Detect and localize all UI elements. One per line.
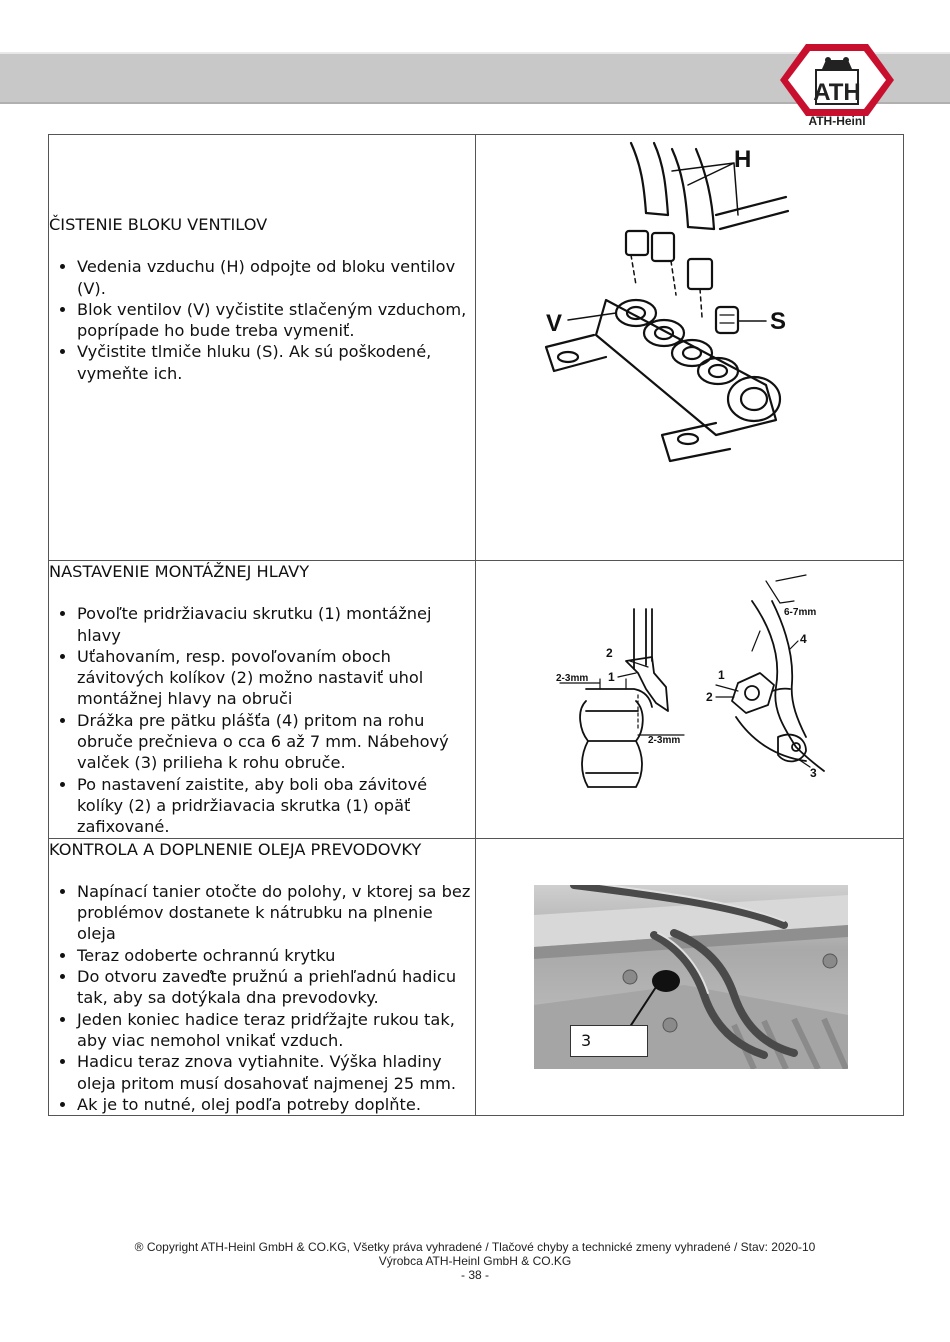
section-title: KONTROLA A DOPLNENIE OLEJA PREVODOVKY	[49, 839, 422, 859]
label-n1-left: 1	[608, 670, 615, 684]
label-n3: 3	[810, 766, 817, 780]
list-item: • Blok ventilov (V) vyčistite stlačeným vzduchom, poprípade ho bude treba vymeniť.	[77, 299, 475, 342]
table-row	[49, 561, 904, 839]
list-item: • Drážka pre pätku plášťa (4) pritom na rohu obruče prečnieva o cca 6 až 7 mm. Nábehový valček (3) prilieha k rohu obruče.	[77, 710, 475, 774]
list-item: • Napínací tanier otočte do polohy, v ktorej sa bez problémov dostanete k nátrubku na plnenie oleja	[77, 881, 475, 945]
logo-caption: ATH-Heinl	[808, 114, 866, 128]
list-item: • Teraz odoberte ochrannú krytku	[77, 945, 475, 966]
list-item: • Povoľte pridržiavaciu skrutku (1) montážnej hlavy	[77, 603, 475, 646]
section-figure	[476, 838, 904, 1116]
logo-text: ATH	[813, 79, 861, 106]
table-row	[49, 135, 904, 561]
section-text	[49, 135, 476, 561]
label-h: H	[734, 146, 752, 173]
valve-block-diagram	[476, 135, 903, 481]
section-figure	[476, 135, 904, 561]
copyright-line: ® Copyright ATH-Heinl GmbH & CO.KG, Všetky práva vyhradené / Tlačové chyby a technické zmeny vyhradené / Stav: 2020-10	[134, 1240, 816, 1254]
list-item: • Jeden koniec hadice teraz pridŕžajte rukou tak, aby viac nemohol vnikať vzduch.	[77, 1009, 475, 1052]
list-item: • Vyčistite tlmiče hluku (S). Ak sú poškodené, vymeňte ich.	[77, 341, 475, 384]
label-n4: 4	[800, 632, 807, 646]
label-n2-left: 2	[606, 646, 613, 660]
label-gap-left: 2-3mm	[556, 673, 589, 684]
list-item: • Do otvoru zaveďte pružnú a priehľadnú hadicu tak, aby sa dotýkala dna prevodovky.	[77, 966, 475, 1009]
section-text	[49, 838, 476, 1116]
list-item: • Ak je to nutné, olej podľa potreby doplňte.	[77, 1094, 475, 1115]
mounting-head-diagram	[476, 561, 903, 837]
section-title: NASTAVENIE MONTÁŽNEJ HLAVY	[49, 562, 310, 581]
label-gap-top: 6-7mm	[784, 607, 817, 618]
step-list	[49, 603, 475, 837]
list-item: • Hadicu teraz znova vytiahnite. Výška hladiny oleja pritom musí dosahovať najmenej 25 mm.	[77, 1051, 475, 1094]
label-n1-right: 1	[718, 668, 725, 682]
step-list	[49, 256, 475, 384]
section-title: ČISTENIE BLOKU VENTILOV	[49, 215, 268, 234]
label-n2-right: 2	[706, 690, 713, 704]
manufacturer-line: Výrobca ATH-Heinl GmbH & CO.KG	[378, 1254, 572, 1268]
gearbox-photo	[534, 885, 848, 1069]
list-item: • Po nastavení zaistite, aby boli oba závitové kolíky (2) a pridržiavacia skrutka (1) opäť zafixované.	[77, 774, 475, 838]
section-text	[49, 561, 476, 839]
table-row	[49, 838, 904, 1116]
page-number: - 38 -	[460, 1268, 489, 1282]
photo-callout-label: 3	[570, 1025, 648, 1057]
list-item: • Vedenia vzduchu (H) odpojte od bloku ventilov (V).	[77, 256, 475, 299]
step-list	[49, 881, 475, 1115]
list-item: • Uťahovaním, resp. povoľovaním oboch závitových kolíkov (2) možno nastaviť uhol montážnej hlavy na obruči	[77, 646, 475, 710]
maintenance-table	[48, 134, 904, 1116]
label-gap-bottom: 2-3mm	[648, 735, 681, 746]
section-figure	[476, 561, 904, 839]
page-footer	[0, 1240, 950, 1282]
label-v: V	[546, 310, 563, 337]
label-s: S	[770, 308, 787, 335]
